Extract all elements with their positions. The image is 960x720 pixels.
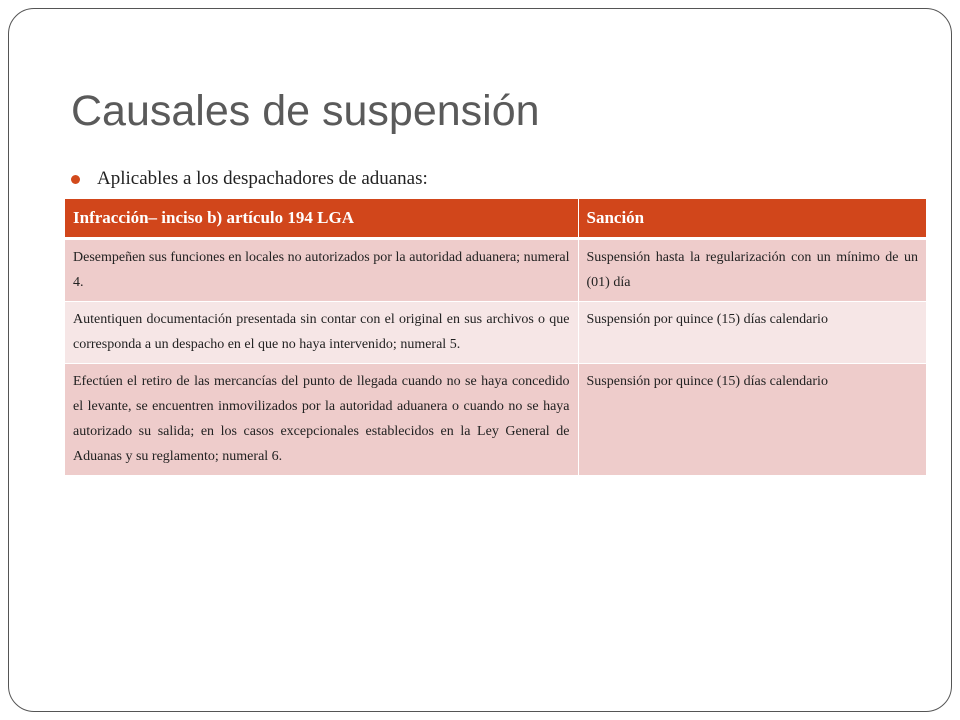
bullet-dot-icon xyxy=(71,175,80,184)
table-row xyxy=(65,302,926,364)
slide-title: Causales de suspensión xyxy=(71,87,540,135)
bullet-text: Aplicables a los despachadores de aduanas: xyxy=(97,168,428,189)
cell-sancion: Suspensión por quince (15) días calendario xyxy=(578,364,926,476)
cell-sancion: Suspensión por quince (15) días calendario xyxy=(578,302,926,364)
header-infraccion: Infracción– inciso b) artículo 194 LGA xyxy=(65,199,578,239)
table-header-row xyxy=(65,199,926,239)
table-row xyxy=(65,364,926,476)
cell-infraccion: Efectúen el retiro de las mercancías del punto de llegada cuando no se haya concedido el levante, se encuentren inmovilizados por la autoridad aduanera o cuando no se haya autorizado su salida; en los casos excepcionales establecidos en la Ley General de Aduanas y su reglamento; numeral 6. xyxy=(65,364,578,476)
cell-infraccion: Autentiquen documentación presentada sin contar con el original en sus archivos o que corresponda a un despacho en el que no haya intervenido; numeral 5. xyxy=(65,302,578,364)
cell-infraccion: Desempeñen sus funciones en locales no autorizados por la autoridad aduanera; numeral 4. xyxy=(65,239,578,302)
header-sancion: Sanción xyxy=(578,199,926,239)
sanctions-table xyxy=(65,199,926,476)
cell-sancion: Suspensión hasta la regularización con un mínimo de un (01) día xyxy=(578,239,926,302)
table-row xyxy=(65,239,926,302)
